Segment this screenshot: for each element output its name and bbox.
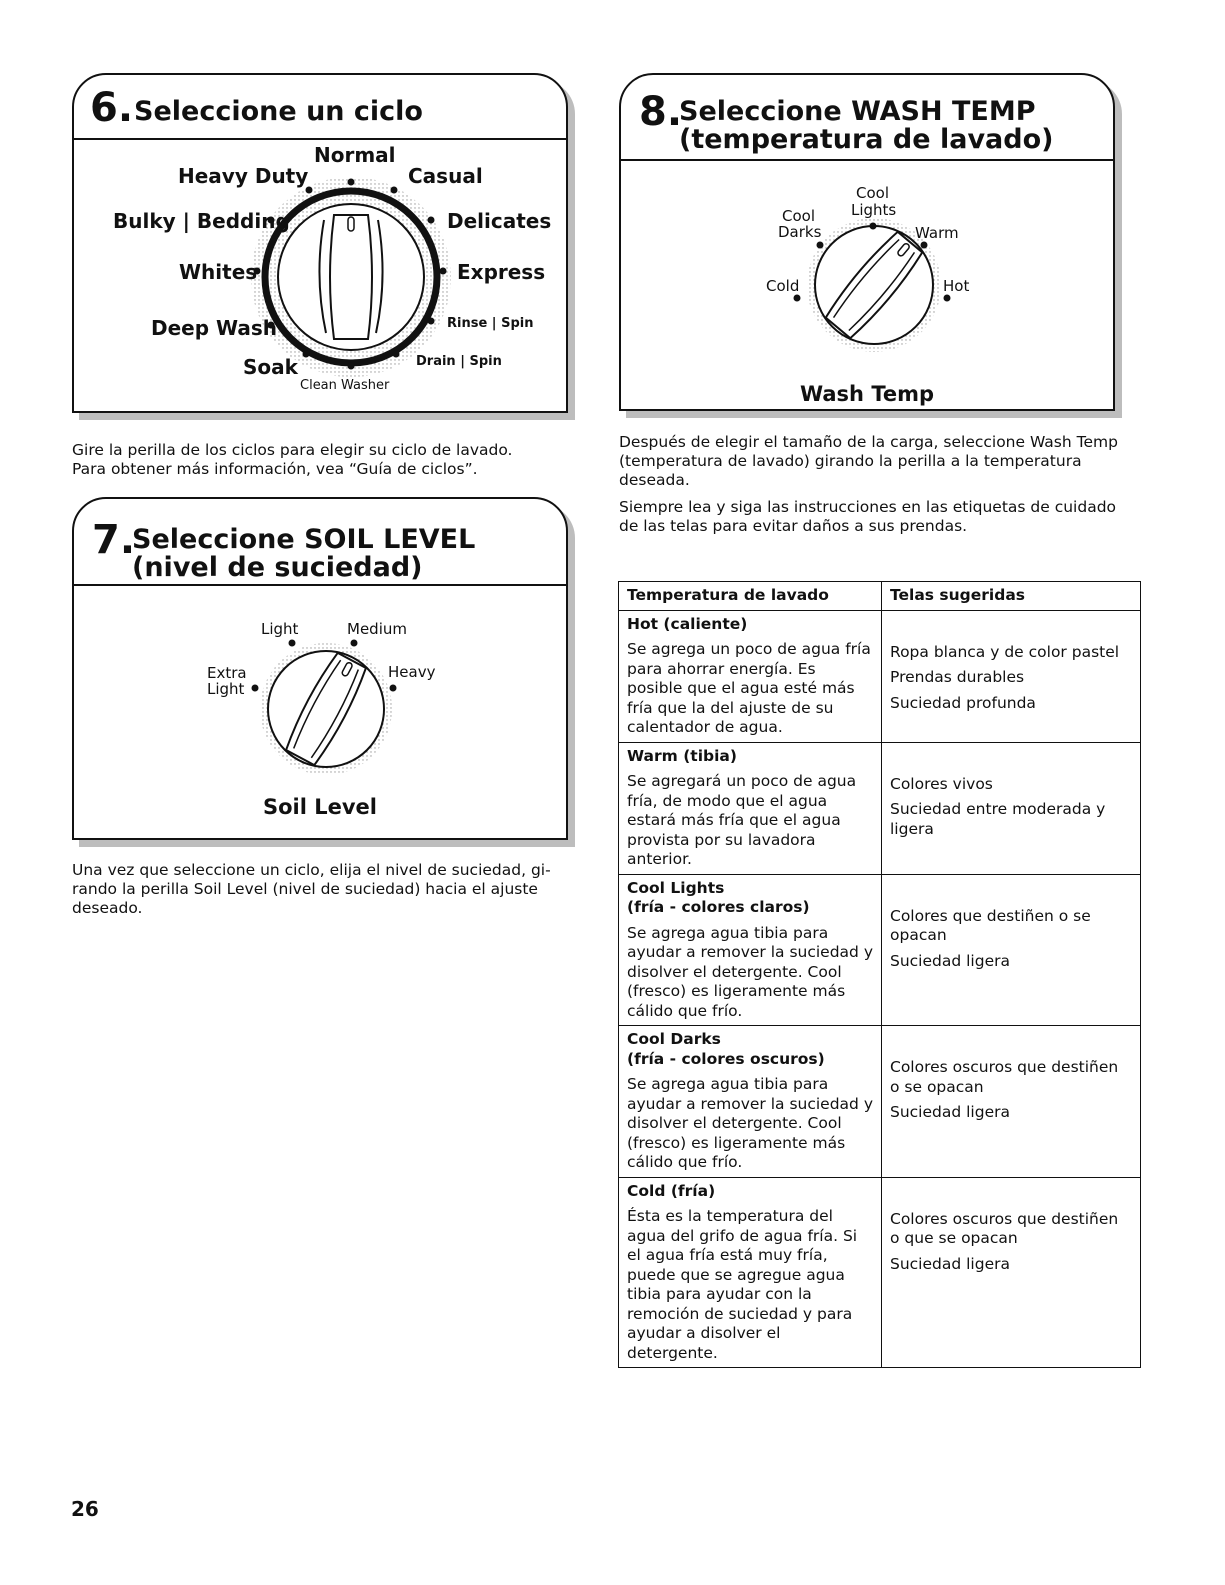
- soil-label-heavy: Heavy: [388, 663, 436, 681]
- fabric-item: Suciedad entre moderada y ligera: [890, 800, 1106, 838]
- soil-label-light: Light: [261, 620, 299, 638]
- temp-cell: [619, 742, 882, 874]
- cycle-label-delicates: Delicates: [447, 209, 552, 233]
- cycle-label-soak: Soak: [243, 355, 298, 379]
- table-row: [619, 1177, 1141, 1368]
- wash-temp-caption: Wash Temp: [799, 382, 935, 406]
- temp-cell: [619, 874, 882, 1026]
- step6-title: Seleccione un ciclo: [134, 96, 423, 127]
- cycle-label-casual: Casual: [408, 164, 483, 188]
- temp-name: Warm (tibia): [627, 746, 737, 765]
- temp-label-cool-lights-2: Lights: [851, 201, 897, 219]
- soil-level-dial[interactable]: [74, 499, 570, 842]
- temp-name: Cool Darks: [627, 1030, 721, 1048]
- step6-text-line2: Para obtener más información, vea “Guía de ciclos”.: [72, 460, 478, 478]
- step6-text: [72, 441, 572, 479]
- step8-title-line2: (temperatura de lavado): [679, 124, 1054, 155]
- fabrics-cell: [882, 742, 1141, 874]
- temp-name: Hot (caliente): [627, 614, 748, 633]
- fabric-item: Suciedad profunda: [890, 693, 1036, 712]
- table-header-row: [619, 582, 1141, 611]
- fabric-item: Colores vivos: [890, 774, 993, 793]
- fabric-item: Suciedad ligera: [890, 1103, 1010, 1121]
- step6-panel: [72, 73, 568, 413]
- fabrics-cell: [882, 1177, 1141, 1368]
- fabric-item: Colores que destiñen o se opacan: [890, 906, 1091, 944]
- fabric-item: Suciedad ligera: [890, 1254, 1010, 1273]
- step7-text: Una vez que seleccione un ciclo, elija el nivel de suciedad, gi-rando la perilla Soil Level (nivel de suciedad) hacia el ajuste deseado.: [72, 861, 551, 917]
- temp-name: Cold (fría): [627, 1181, 716, 1200]
- fabrics-cell: [882, 874, 1141, 1026]
- step8-text: [619, 433, 1134, 544]
- soil-label-extra-light-2: Light: [207, 680, 245, 698]
- fabric-item: Ropa blanca y de color pastel: [890, 642, 1120, 661]
- cycle-label-clean-washer: Clean Washer: [300, 378, 390, 393]
- cycle-label-express: Express: [457, 260, 546, 284]
- step7-title-line2: (nivel de suciedad): [132, 552, 423, 583]
- temp-label-cold: Cold: [766, 277, 800, 295]
- temp-label-warm: Warm: [915, 224, 959, 242]
- fabrics-cell: [882, 610, 1141, 742]
- step8-title-line1: Seleccione WASH TEMP: [679, 96, 1036, 127]
- temp-desc: Se agrega agua tibia para ayudar a remover la suciedad y disolver el detergente. Cool (fresco) es ligeramente más cálido que frío.: [627, 1075, 873, 1171]
- temp-label-hot: Hot: [943, 277, 970, 295]
- temp-label-cool-lights-1: Cool: [856, 184, 889, 202]
- table-row: [619, 742, 1141, 874]
- table-row: [619, 1026, 1141, 1178]
- temp-cell: [619, 1026, 882, 1178]
- cycle-label-bulky-bedding: Bulky | Bedding: [113, 209, 290, 233]
- temp-cell: [619, 1177, 882, 1368]
- temp-desc: Se agrega un poco de agua fría para ahorrar energía. Es posible que el agua esté más fría que la del ajuste de su calentador de agua.: [627, 640, 871, 736]
- fabric-item: Suciedad ligera: [890, 951, 1010, 970]
- temp-desc: Se agregará un poco de agua fría, de modo que el agua estará más fría que el agua provista por su lavadora anterior.: [627, 772, 857, 868]
- temp-name-sub: (fría - colores oscuros): [627, 1049, 825, 1068]
- table-header-fabrics: Telas sugeridas: [882, 582, 1141, 611]
- cycle-label-heavy-duty: Heavy Duty: [178, 164, 309, 188]
- step8-panel: [619, 73, 1115, 411]
- cycle-label-normal: Normal: [314, 143, 396, 167]
- temp-cell: [619, 610, 882, 742]
- step6-text-line1: Gire la perilla de los ciclos para elegir su ciclo de lavado.: [72, 441, 513, 459]
- fabric-item: Prendas durables: [890, 668, 1025, 686]
- temp-name-sub: (fría - colores claros): [627, 898, 810, 916]
- cycle-label-rinse-spin: Rinse | Spin: [447, 316, 534, 331]
- fabrics-cell: [882, 1026, 1141, 1178]
- step8-number: 8.: [639, 89, 683, 135]
- table-row: [619, 874, 1141, 1026]
- step8-text-1: Después de elegir el tamaño de la carga, seleccione Wash Temp (temperatura de lavado) girando la perilla a la temperatura deseada.: [619, 433, 1118, 489]
- temp-desc: Se agrega agua tibia para ayudar a remover la suciedad y disolver el detergente. Cool (fresco) es ligeramente más cálido que frío.: [627, 923, 873, 1020]
- cycle-label-deep-wash: Deep Wash: [151, 316, 277, 340]
- page-number: 26: [71, 1497, 99, 1521]
- wash-temp-dial[interactable]: [621, 75, 1117, 413]
- step6-number: 6.: [90, 85, 134, 131]
- cycle-label-whites: Whites: [179, 260, 258, 284]
- temp-name: Cool Lights: [627, 878, 725, 897]
- cycle-label-drain-spin: Drain | Spin: [416, 354, 502, 369]
- step7-title-line1: Seleccione SOIL LEVEL: [132, 524, 476, 555]
- step8-text-2: Siempre lea y siga las instrucciones en las etiquetas de cuidado de las telas para evitar daños a sus prendas.: [619, 498, 1117, 535]
- step7-panel: [72, 497, 568, 840]
- table-row: [619, 610, 1141, 742]
- soil-label-extra-light-1: Extra: [207, 664, 247, 682]
- table-header-temp: Temperatura de lavado: [619, 582, 882, 611]
- step7-number: 7.: [92, 517, 136, 563]
- temp-label-cool-darks-2: Darks: [778, 223, 822, 241]
- temp-label-cool-darks-1: Cool: [782, 207, 815, 225]
- temp-desc: Ésta es la temperatura del agua del grifo de agua fría. Si el agua fría está muy fría, puede que se agregue agua tibia para ayudar con la remoción de suciedad y para ayudar a disolver el detergente.: [627, 1207, 858, 1362]
- soil-label-medium: Medium: [347, 620, 407, 638]
- wash-temp-table: [618, 581, 1141, 1368]
- soil-level-caption: Soil Level: [262, 795, 377, 819]
- fabric-item: Colores oscuros que destiñen o se opacan: [890, 1058, 1119, 1096]
- fabric-item: Colores oscuros que destiñen o que se opacan: [890, 1209, 1119, 1247]
